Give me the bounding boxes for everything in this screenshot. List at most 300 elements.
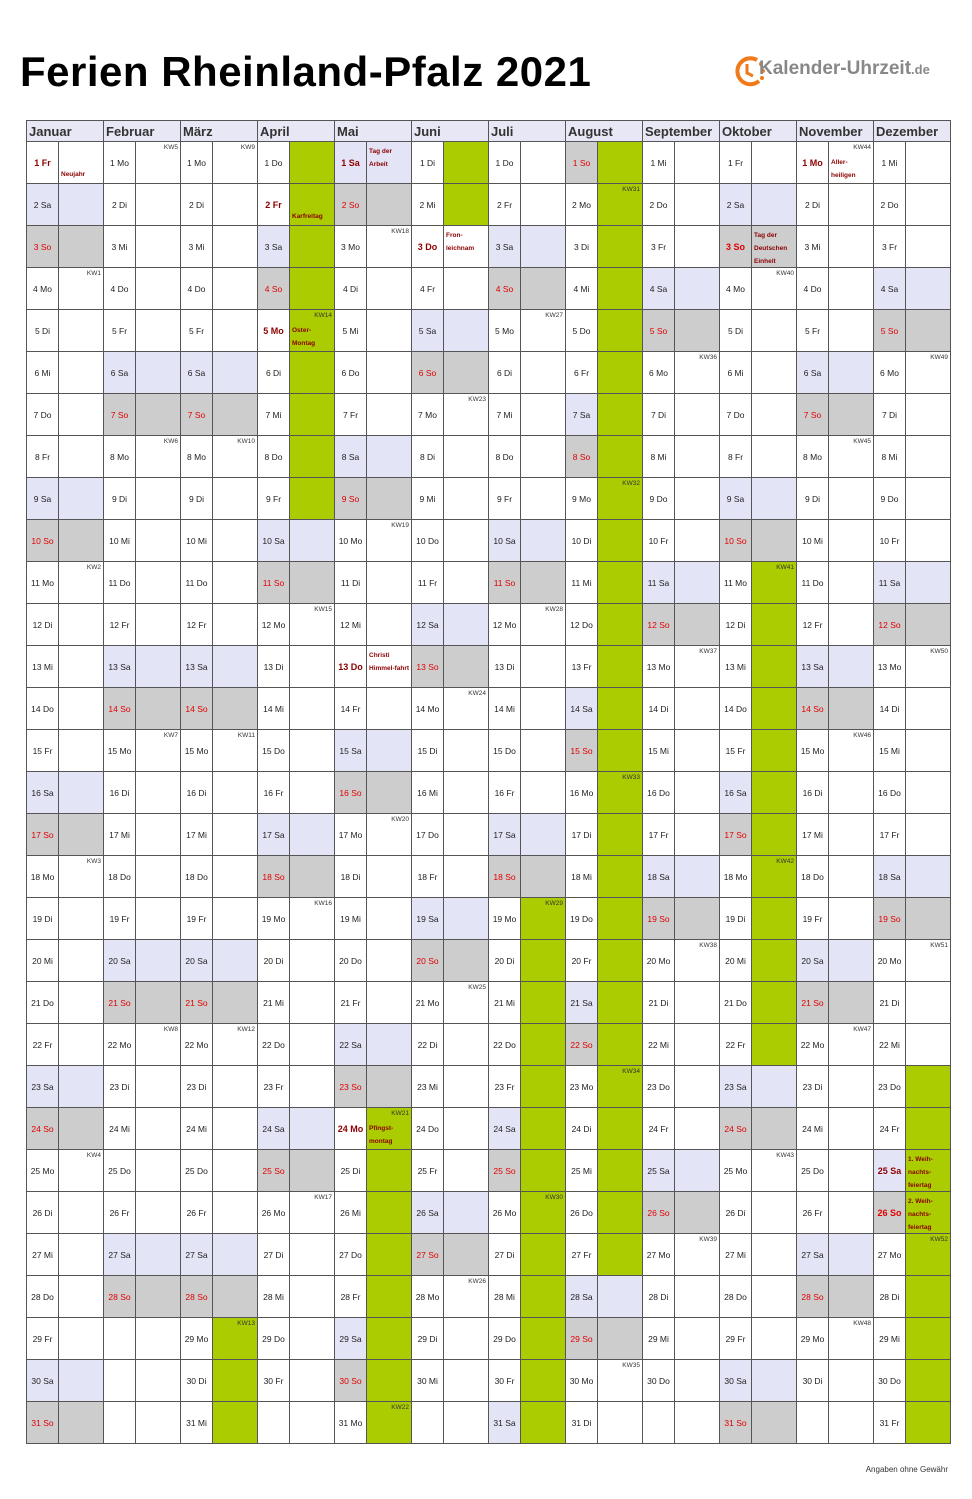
day-extra <box>675 730 720 772</box>
day-extra <box>906 352 951 394</box>
calendar-week-label: KW29 <box>545 900 563 907</box>
day-cell: 15 Fr <box>720 730 752 772</box>
day-cell: 30 Sa <box>720 1360 752 1402</box>
day-cell: 28 So <box>797 1276 829 1318</box>
day-cell: 9 Do <box>874 478 906 520</box>
day-cell: 15 Mi <box>874 730 906 772</box>
day-cell: 10 So <box>720 520 752 562</box>
day-extra <box>444 436 489 478</box>
day-extra <box>136 646 181 688</box>
day-extra <box>59 1108 104 1150</box>
empty-cell <box>104 1318 136 1360</box>
day-cell: 12 Di <box>27 604 59 646</box>
day-cell: 21 Mi <box>258 982 290 1024</box>
day-cell: 11 Do <box>181 562 213 604</box>
day-cell: 26 Di <box>720 1192 752 1234</box>
day-cell: 3 Do <box>412 226 444 268</box>
day-extra <box>752 184 797 226</box>
day-cell: 5 Do <box>566 310 598 352</box>
day-extra <box>290 898 335 940</box>
day-cell: 4 So <box>489 268 521 310</box>
empty-cell <box>136 1318 181 1360</box>
day-cell: 1 Do <box>258 142 290 184</box>
day-cell: 8 Sa <box>335 436 367 478</box>
day-cell: 9 Sa <box>27 478 59 520</box>
day-cell: 30 Fr <box>258 1360 290 1402</box>
day-extra <box>444 856 489 898</box>
day-cell: 7 So <box>104 394 136 436</box>
day-extra <box>213 646 258 688</box>
day-extra <box>675 604 720 646</box>
day-extra <box>59 772 104 814</box>
day-cell: 26 Sa <box>412 1192 444 1234</box>
calendar-week-label: KW12 <box>237 1026 255 1033</box>
day-cell: 2 Mo <box>566 184 598 226</box>
day-extra <box>752 1066 797 1108</box>
day-cell: 18 Do <box>181 856 213 898</box>
day-cell: 12 Di <box>720 604 752 646</box>
day-extra <box>367 268 412 310</box>
day-extra <box>367 1234 412 1276</box>
day-cell: 22 Di <box>412 1024 444 1066</box>
calendar-week-label: KW10 <box>237 438 255 445</box>
day-cell: 1 So <box>566 142 598 184</box>
day-extra <box>290 730 335 772</box>
calendar-week-label: KW46 <box>853 732 871 739</box>
day-cell: 23 Di <box>797 1066 829 1108</box>
day-extra <box>906 814 951 856</box>
day-cell: 14 Do <box>27 688 59 730</box>
day-extra <box>290 1150 335 1192</box>
day-extra <box>136 1276 181 1318</box>
day-extra <box>675 184 720 226</box>
day-cell: 4 Do <box>797 268 829 310</box>
day-extra <box>290 562 335 604</box>
day-extra <box>521 646 566 688</box>
day-extra <box>444 142 489 184</box>
day-extra <box>444 1192 489 1234</box>
day-cell: 3 Sa <box>489 226 521 268</box>
day-extra <box>290 772 335 814</box>
day-extra <box>829 1066 874 1108</box>
day-cell: 26 Mo <box>258 1192 290 1234</box>
day-cell: 28 Mi <box>489 1276 521 1318</box>
day-cell: 26 Fr <box>104 1192 136 1234</box>
day-cell: 6 Mi <box>720 352 752 394</box>
day-extra <box>598 898 643 940</box>
day-cell: 22 Do <box>258 1024 290 1066</box>
day-cell: 2 Mi <box>412 184 444 226</box>
day-cell: 12 Mi <box>335 604 367 646</box>
year-calendar <box>26 120 951 1444</box>
day-cell: 19 Do <box>566 898 598 940</box>
day-extra <box>675 394 720 436</box>
day-cell: 15 So <box>566 730 598 772</box>
day-extra <box>444 1108 489 1150</box>
day-cell: 29 Sa <box>335 1318 367 1360</box>
calendar-week-label: KW28 <box>545 606 563 613</box>
day-extra <box>290 1360 335 1402</box>
day-extra <box>290 646 335 688</box>
day-cell: 11 Mo <box>720 562 752 604</box>
day-cell: 27 Di <box>258 1234 290 1276</box>
day-extra <box>829 898 874 940</box>
day-cell: 15 Do <box>258 730 290 772</box>
day-extra <box>444 1024 489 1066</box>
day-cell: 23 Di <box>104 1066 136 1108</box>
day-cell: 17 Di <box>566 814 598 856</box>
day-cell: 23 Do <box>874 1066 906 1108</box>
day-extra <box>367 982 412 1024</box>
day-extra <box>59 688 104 730</box>
day-extra <box>675 1234 720 1276</box>
empty-cell <box>136 1360 181 1402</box>
calendar-week-label: KW45 <box>853 438 871 445</box>
day-extra <box>829 730 874 772</box>
day-cell: 9 Di <box>181 478 213 520</box>
day-extra <box>290 1066 335 1108</box>
day-extra <box>598 310 643 352</box>
calendar-week-label: KW27 <box>545 312 563 319</box>
day-extra <box>444 1234 489 1276</box>
day-extra <box>136 520 181 562</box>
day-extra <box>521 142 566 184</box>
calendar-week-label: KW9 <box>240 144 255 151</box>
day-cell: 23 Fr <box>258 1066 290 1108</box>
calendar-week-label: KW16 <box>314 900 332 907</box>
day-extra <box>906 184 951 226</box>
day-cell: 3 Fr <box>643 226 675 268</box>
day-cell: 9 Sa <box>720 478 752 520</box>
day-extra <box>829 688 874 730</box>
day-cell: 2 Do <box>643 184 675 226</box>
day-cell: 27 Sa <box>181 1234 213 1276</box>
day-cell: 18 So <box>489 856 521 898</box>
day-extra <box>367 856 412 898</box>
calendar-week-label: KW5 <box>163 144 178 151</box>
day-extra <box>59 1066 104 1108</box>
day-cell: 6 Mo <box>643 352 675 394</box>
day-cell: 23 Do <box>643 1066 675 1108</box>
day-extra <box>136 688 181 730</box>
day-cell: 7 So <box>181 394 213 436</box>
day-cell: 15 Fr <box>27 730 59 772</box>
day-cell: 21 Do <box>720 982 752 1024</box>
day-extra <box>906 562 951 604</box>
day-cell: 10 Mo <box>335 520 367 562</box>
day-cell: 13 Mi <box>720 646 752 688</box>
day-extra <box>213 1066 258 1108</box>
day-cell: 4 Mo <box>720 268 752 310</box>
day-cell: 31 Fr <box>874 1402 906 1444</box>
day-extra <box>906 394 951 436</box>
day-cell: 17 Mi <box>181 814 213 856</box>
day-cell: 2 Do <box>874 184 906 226</box>
day-cell: 9 Mi <box>412 478 444 520</box>
day-extra <box>521 982 566 1024</box>
day-extra <box>444 898 489 940</box>
day-cell: 12 Fr <box>104 604 136 646</box>
day-extra <box>367 772 412 814</box>
day-extra <box>444 604 489 646</box>
day-cell: 16 Do <box>874 772 906 814</box>
day-cell: 5 Fr <box>797 310 829 352</box>
day-cell: 10 Mi <box>181 520 213 562</box>
day-cell: 23 Mo <box>566 1066 598 1108</box>
day-cell: 8 So <box>566 436 598 478</box>
day-cell: 3 Fr <box>874 226 906 268</box>
day-extra <box>521 1024 566 1066</box>
calendar-week-label: KW14 <box>314 312 332 319</box>
day-cell: 23 Di <box>181 1066 213 1108</box>
day-extra <box>675 1360 720 1402</box>
day-cell: 16 Fr <box>489 772 521 814</box>
day-extra <box>829 268 874 310</box>
calendar-week-label: KW42 <box>776 858 794 865</box>
day-cell: 2 Fr <box>258 184 290 226</box>
calendar-week-label: KW35 <box>622 1362 640 1369</box>
day-cell: 17 Mo <box>335 814 367 856</box>
day-cell: 30 Mo <box>566 1360 598 1402</box>
day-extra <box>752 688 797 730</box>
day-extra <box>213 310 258 352</box>
day-extra <box>675 520 720 562</box>
day-cell: 2 Di <box>104 184 136 226</box>
day-extra <box>521 604 566 646</box>
day-extra <box>906 1234 951 1276</box>
day-cell: 20 Di <box>489 940 521 982</box>
holiday-label: Aller-heiligen <box>831 159 856 179</box>
day-cell: 2 Fr <box>489 184 521 226</box>
day-cell: 20 Mo <box>643 940 675 982</box>
day-extra <box>752 520 797 562</box>
day-extra <box>675 352 720 394</box>
day-extra <box>290 352 335 394</box>
day-extra <box>829 520 874 562</box>
empty-cell <box>412 1402 444 1444</box>
day-cell: 1 Mi <box>874 142 906 184</box>
day-extra <box>213 814 258 856</box>
day-extra <box>136 982 181 1024</box>
day-extra <box>752 646 797 688</box>
day-cell: 25 Mi <box>566 1150 598 1192</box>
day-cell: 4 Mo <box>27 268 59 310</box>
day-cell: 23 Mi <box>412 1066 444 1108</box>
day-extra <box>367 1024 412 1066</box>
day-cell: 22 Sa <box>335 1024 367 1066</box>
day-cell: 24 Fr <box>874 1108 906 1150</box>
day-cell: 22 Mo <box>797 1024 829 1066</box>
day-extra <box>444 772 489 814</box>
day-extra <box>367 604 412 646</box>
day-cell: 28 Sa <box>566 1276 598 1318</box>
day-extra <box>444 1318 489 1360</box>
day-cell: 25 Sa <box>874 1150 906 1192</box>
day-cell: 8 Mo <box>104 436 136 478</box>
day-extra <box>290 394 335 436</box>
month-header: Juli <box>489 121 566 142</box>
day-extra <box>59 604 104 646</box>
day-extra <box>675 562 720 604</box>
day-cell: 25 Do <box>104 1150 136 1192</box>
day-extra <box>59 562 104 604</box>
calendar-week-label: KW18 <box>391 228 409 235</box>
day-extra <box>521 1150 566 1192</box>
day-cell: 16 So <box>335 772 367 814</box>
day-extra <box>213 394 258 436</box>
day-extra <box>59 898 104 940</box>
day-extra <box>675 1318 720 1360</box>
day-cell: 1 Mi <box>643 142 675 184</box>
day-cell: 19 Mo <box>258 898 290 940</box>
day-cell: 14 Mi <box>258 688 290 730</box>
page-title: Ferien Rheinland-Pfalz 2021 <box>20 48 592 95</box>
day-extra <box>752 436 797 478</box>
day-extra <box>444 1360 489 1402</box>
day-extra <box>906 436 951 478</box>
day-extra <box>367 646 412 688</box>
day-cell: 19 Sa <box>412 898 444 940</box>
day-cell: 6 Mi <box>27 352 59 394</box>
day-extra <box>136 478 181 520</box>
day-extra <box>59 310 104 352</box>
day-cell: 20 Mo <box>874 940 906 982</box>
calendar-week-label: KW36 <box>699 354 717 361</box>
day-cell: 20 Di <box>258 940 290 982</box>
day-extra <box>906 1276 951 1318</box>
day-cell: 3 Mi <box>797 226 829 268</box>
day-extra <box>367 730 412 772</box>
day-cell: 4 Sa <box>874 268 906 310</box>
calendar-week-label: KW39 <box>699 1236 717 1243</box>
logo[interactable] <box>735 48 950 96</box>
day-extra <box>367 1150 412 1192</box>
calendar-week-label: KW3 <box>86 858 101 865</box>
day-cell: 7 Do <box>27 394 59 436</box>
day-cell: 11 Sa <box>874 562 906 604</box>
day-extra <box>59 226 104 268</box>
calendar-week-label: KW2 <box>86 564 101 571</box>
day-cell: 26 Mi <box>335 1192 367 1234</box>
day-cell: 25 Do <box>181 1150 213 1192</box>
day-extra <box>521 1066 566 1108</box>
day-extra <box>444 730 489 772</box>
day-extra <box>59 730 104 772</box>
day-extra <box>752 310 797 352</box>
day-cell: 22 Mo <box>181 1024 213 1066</box>
day-cell: 29 So <box>566 1318 598 1360</box>
day-extra <box>752 856 797 898</box>
day-extra <box>290 1024 335 1066</box>
day-extra <box>59 352 104 394</box>
day-cell: 13 Mo <box>643 646 675 688</box>
day-extra <box>675 226 720 268</box>
day-extra <box>829 1024 874 1066</box>
day-cell: 6 Sa <box>181 352 213 394</box>
day-extra <box>59 1150 104 1192</box>
day-cell: 11 So <box>489 562 521 604</box>
day-cell: 9 Di <box>104 478 136 520</box>
month-header: September <box>643 121 720 142</box>
day-cell: 14 Mi <box>489 688 521 730</box>
day-extra <box>752 394 797 436</box>
day-cell: 7 Mo <box>412 394 444 436</box>
day-cell: 7 Do <box>720 394 752 436</box>
day-extra <box>906 520 951 562</box>
day-cell: 13 Di <box>489 646 521 688</box>
day-extra <box>906 1360 951 1402</box>
day-cell: 13 Mo <box>874 646 906 688</box>
day-extra <box>675 310 720 352</box>
month-header: Oktober <box>720 121 797 142</box>
day-cell: 21 Di <box>874 982 906 1024</box>
day-extra <box>213 436 258 478</box>
day-cell: 13 Fr <box>566 646 598 688</box>
calendar-week-label: KW43 <box>776 1152 794 1159</box>
day-cell: 25 So <box>489 1150 521 1192</box>
empty-cell <box>104 1360 136 1402</box>
day-extra <box>752 1402 797 1444</box>
day-cell: 25 Mo <box>27 1150 59 1192</box>
day-cell: 19 Di <box>720 898 752 940</box>
day-extra <box>444 814 489 856</box>
day-cell: 30 Do <box>874 1360 906 1402</box>
day-cell: 3 Mi <box>181 226 213 268</box>
day-extra <box>290 604 335 646</box>
day-cell: 5 Di <box>720 310 752 352</box>
day-cell: 6 Mo <box>874 352 906 394</box>
day-extra <box>752 940 797 982</box>
day-cell: 2 So <box>335 184 367 226</box>
day-cell: 21 Do <box>27 982 59 1024</box>
day-cell: 14 So <box>181 688 213 730</box>
day-cell: 10 Mi <box>104 520 136 562</box>
calendar-week-label: KW11 <box>237 732 255 739</box>
day-extra <box>290 520 335 562</box>
holiday-label: Oster-Montag <box>292 327 316 347</box>
day-extra <box>598 268 643 310</box>
day-extra <box>444 226 489 268</box>
day-cell: 27 Mi <box>720 1234 752 1276</box>
day-cell: 1 Fr <box>720 142 752 184</box>
logo-tld: .de <box>911 62 930 77</box>
day-cell: 18 Do <box>104 856 136 898</box>
day-cell: 25 Mo <box>720 1150 752 1192</box>
day-extra <box>367 1402 412 1444</box>
day-extra <box>59 814 104 856</box>
day-cell: 28 Do <box>27 1276 59 1318</box>
day-extra <box>136 562 181 604</box>
month-header: April <box>258 121 335 142</box>
day-cell: 24 Fr <box>643 1108 675 1150</box>
empty-cell <box>290 1402 335 1444</box>
day-extra <box>752 604 797 646</box>
calendar-week-label: KW47 <box>853 1026 871 1033</box>
day-extra <box>367 394 412 436</box>
day-extra <box>367 310 412 352</box>
day-cell: 9 Fr <box>258 478 290 520</box>
calendar-week-label: KW6 <box>163 438 178 445</box>
day-cell: 19 Fr <box>104 898 136 940</box>
day-cell: 22 Do <box>489 1024 521 1066</box>
day-cell: 21 Di <box>643 982 675 1024</box>
day-cell: 5 Fr <box>104 310 136 352</box>
month-header: März <box>181 121 258 142</box>
day-extra <box>829 604 874 646</box>
day-extra <box>290 184 335 226</box>
day-extra <box>367 142 412 184</box>
day-cell: 3 Sa <box>258 226 290 268</box>
